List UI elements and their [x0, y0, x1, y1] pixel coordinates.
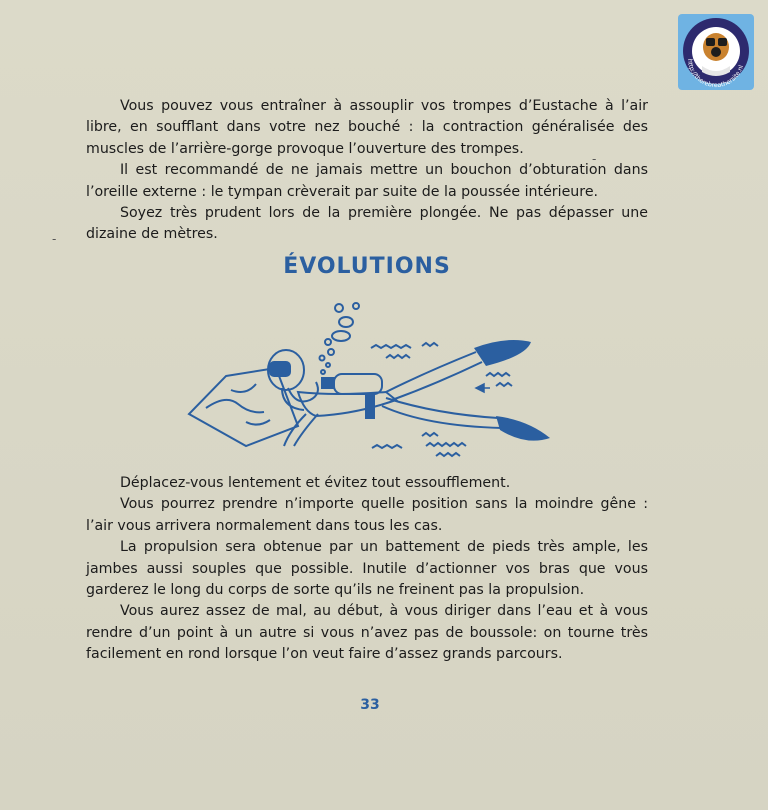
paragraph-prudence: Soyez très prudent lors de la première plongée. Ne pas dépasser une dizaine de mètres. [86, 205, 648, 243]
paragraph-bouchon: Il est recommandé de ne jamais mettre un bouchon d’obturation dans l’oreille externe : le tympan crèverait par suite de la poussée intérieure. [86, 162, 648, 200]
paragraph-boussole: Vous aurez assez de mal, au début, à vous diriger dans l’eau et à vous rendre d’un point à un autre si vous n’avez pas de boussole: on tourne très facilement en rond lorsque l’on veut faire d’assez grands parcours. [86, 603, 648, 663]
paragraph-propulsion: La propulsion sera obtenue par un battement de pieds très ample, les jambes aussi souples que possible. Inutile d’actionner vos bras que vous garderez le long du corps de sorte qu’ils ne freinent pas la propulsion. [86, 539, 648, 599]
logo-text: http://therebreathersite.nl [685, 58, 746, 90]
paragraph-eustache: Vous pouvez vous entraîner à assouplir vos trompes d’Eustache à l’air libre, en soufflant dans votre nez bouché : la contraction généralisée des muscles de l’arrière-gorge provoque l’ouverture des trompes. [86, 98, 648, 157]
diver-helmet-icon [678, 14, 754, 90]
scuba-diver-illustration [186, 296, 556, 466]
section-heading: ÉVOLUTIONS [283, 254, 451, 279]
paragraph-position: Vous pourrez prendre n’importe quelle position sans la moindre gêne : l’air vous arrivera normalement dans tous les cas. [86, 496, 648, 534]
intro-text [86, 96, 648, 246]
page-number: 33 [360, 697, 380, 713]
site-logo[interactable] [678, 14, 754, 90]
paragraph-lentement: Déplacez-vous lentement et évitez tout essoufflement. [120, 475, 511, 491]
margin-mark: - [592, 152, 597, 166]
evolutions-text [86, 473, 648, 666]
margin-mark: - [52, 232, 57, 246]
